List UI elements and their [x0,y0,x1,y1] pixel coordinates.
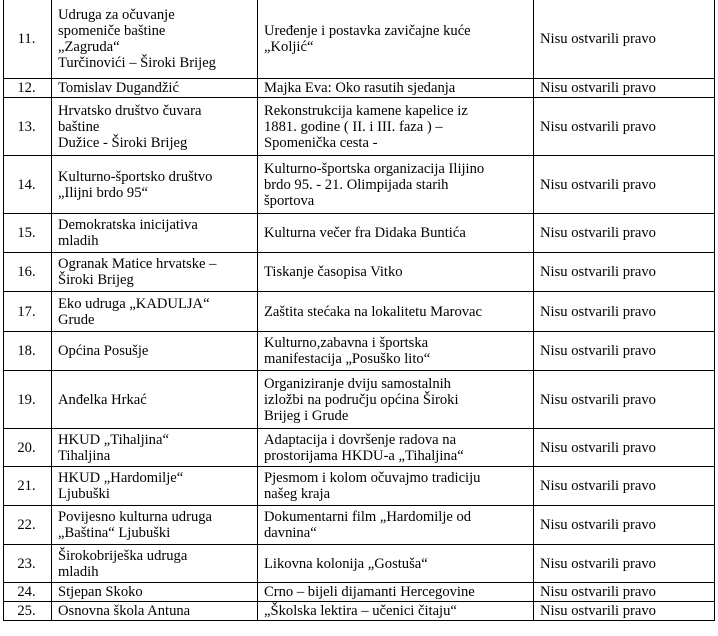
applicant-cell: Eko udruga „KADULJA“ Grude [52,292,258,332]
table-row [4,0,715,79]
applicant-cell: Anđelka Hrkać [52,371,258,429]
status-cell: Nisu ostvarili pravo [534,429,715,467]
status-cell: Nisu ostvarili pravo [534,292,715,332]
project-cell: „Školska lektira – učenici čitaju“ [258,602,534,621]
row-number: 18. [4,332,52,371]
table-row [4,214,715,253]
row-number: 13. [4,98,52,156]
table-row [4,602,715,621]
row-number: 19. [4,371,52,429]
applicant-cell: Osnovna škola Antuna [52,602,258,621]
status-cell: Nisu ostvarili pravo [534,506,715,545]
status-cell: Nisu ostvarili pravo [534,156,715,214]
project-cell: Majka Eva: Oko rasutih sjedanja [258,79,534,98]
project-cell: Kulturna večer fra Didaka Buntića [258,214,534,253]
row-number: 17. [4,292,52,332]
status-cell: Nisu ostvarili pravo [534,602,715,621]
status-cell: Nisu ostvarili pravo [534,545,715,583]
applicant-cell: Širokobriješka udruga mladih [52,545,258,583]
status-cell: Nisu ostvarili pravo [534,253,715,292]
row-number: 21. [4,467,52,506]
table-row [4,506,715,545]
table-row [4,79,715,98]
project-cell: Zaštita stećaka na lokalitetu Marovac [258,292,534,332]
applicant-cell: Tomislav Dugandžić [52,79,258,98]
table-row [4,332,715,371]
results-table-body [4,0,715,621]
applicant-cell: Hrvatsko društvo čuvara baštine Dužice - Široki Brijeg [52,98,258,156]
applicant-cell: Ogranak Matice hrvatske – Široki Brijeg [52,253,258,292]
status-cell: Nisu ostvarili pravo [534,79,715,98]
table-row [4,98,715,156]
row-number: 20. [4,429,52,467]
table-row [4,545,715,583]
row-number: 25. [4,602,52,621]
status-cell: Nisu ostvarili pravo [534,583,715,602]
project-cell: Tiskanje časopisa Vitko [258,253,534,292]
project-cell: Uređenje i postavka zavičajne kuće „Koljić“ [258,0,534,79]
table-row [4,253,715,292]
row-number: 24. [4,583,52,602]
applicant-cell: Povijesno kulturna udruga „Baština“ Ljubuški [52,506,258,545]
project-cell: Adaptacija i dovršenje radova na prostorijama HKDU-a „Tihaljina“ [258,429,534,467]
status-cell: Nisu ostvarili pravo [534,0,715,79]
table-row [4,429,715,467]
table-row [4,583,715,602]
applicant-cell: HKUD „Hardomilje“ Ljubuški [52,467,258,506]
status-cell: Nisu ostvarili pravo [534,214,715,253]
row-number: 14. [4,156,52,214]
applicant-cell: Općina Posušje [52,332,258,371]
results-table [3,0,715,621]
status-cell: Nisu ostvarili pravo [534,332,715,371]
project-cell: Crno – bijeli dijamanti Hercegovine [258,583,534,602]
row-number: 11. [4,0,52,79]
table-row [4,467,715,506]
table-row [4,371,715,429]
table-row [4,156,715,214]
project-cell: Organiziranje dviju samostalnih izložbi na području općina Široki Brijeg i Grude [258,371,534,429]
row-number: 15. [4,214,52,253]
status-cell: Nisu ostvarili pravo [534,467,715,506]
applicant-cell: HKUD „Tihaljina“ Tihaljina [52,429,258,467]
applicant-cell: Demokratska inicijativa mladih [52,214,258,253]
status-cell: Nisu ostvarili pravo [534,98,715,156]
row-number: 12. [4,79,52,98]
applicant-cell: Udruga za očuvanje spomeniče baštine „Zagruda“ Turčinovići – Široki Brijeg [52,0,258,79]
status-cell: Nisu ostvarili pravo [534,371,715,429]
row-number: 16. [4,253,52,292]
table-row [4,292,715,332]
row-number: 23. [4,545,52,583]
applicant-cell: Kulturno-športsko društvo „Ilijni brdo 95“ [52,156,258,214]
project-cell: Likovna kolonija „Gostuša“ [258,545,534,583]
row-number: 22. [4,506,52,545]
applicant-cell: Stjepan Skoko [52,583,258,602]
project-cell: Dokumentarni film „Hardomilje od davnina“ [258,506,534,545]
project-cell: Pjesmom i kolom očuvajmo tradiciju našeg kraja [258,467,534,506]
project-cell: Rekonstrukcija kamene kapelice iz 1881. godine ( II. i III. faza ) – Spomenička cesta - [258,98,534,156]
project-cell: Kulturno,zabavna i športska manifestacija „Posuško lito“ [258,332,534,371]
project-cell: Kulturno-športska organizacija Ilijino brdo 95. - 21. Olimpijada starih športova [258,156,534,214]
